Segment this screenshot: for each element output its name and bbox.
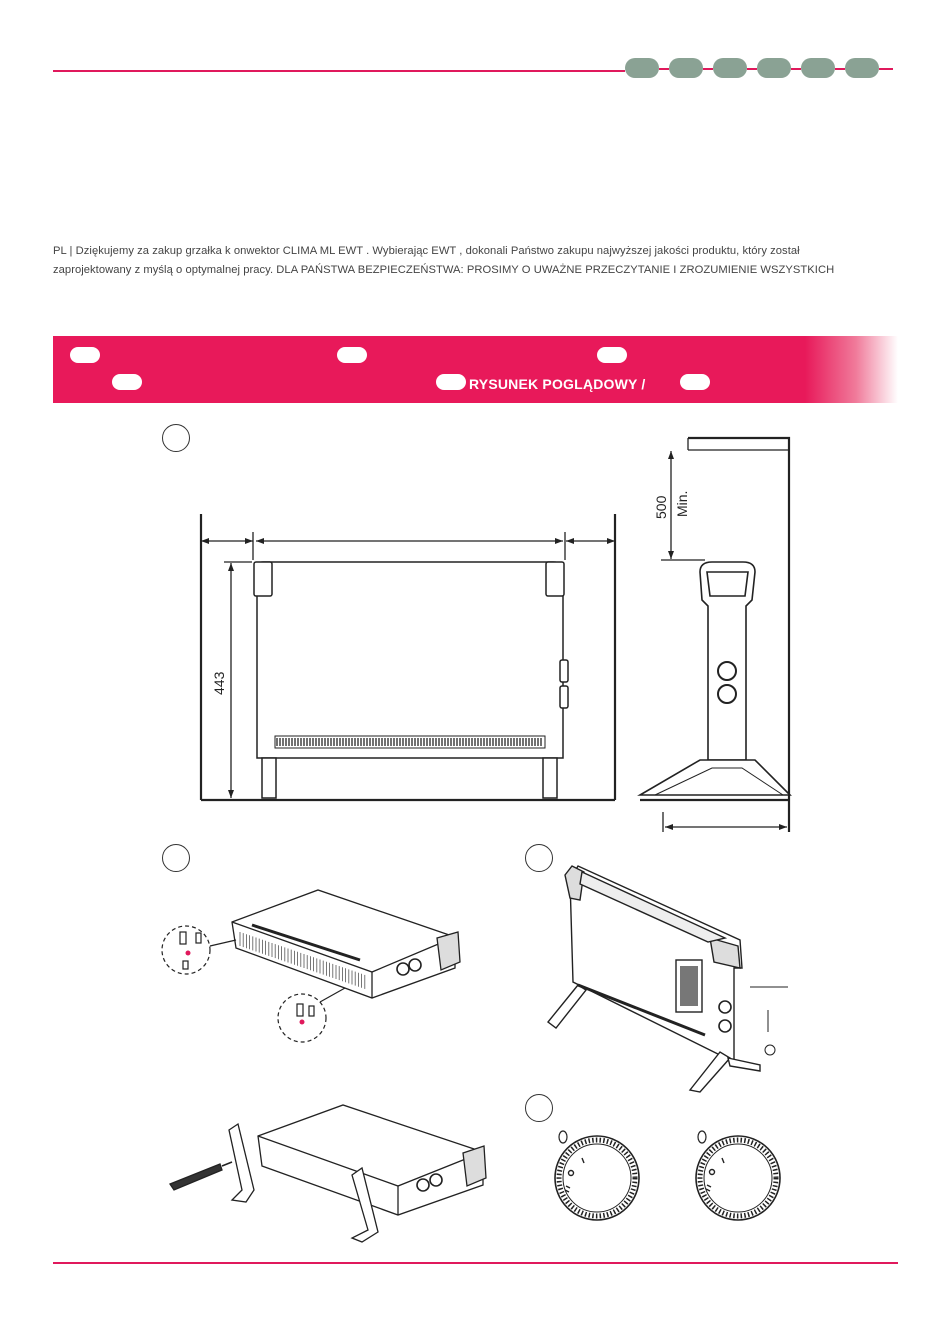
- banner-title: RYSUNEK POGLĄDOWY /: [469, 376, 646, 392]
- dimension-height-label: 443: [211, 671, 227, 695]
- footer-rule: [53, 1262, 898, 1264]
- dimension-clearance-label: 500: [653, 495, 669, 519]
- dimension-min-label: Min.: [674, 490, 690, 517]
- intro-line-2: zaprojektowany z myślą o optymalnej pracy. DLA PAŃSTWA BEZPIECZEŃSTWA: PROSIMY O UWAŻNE PRZECZYTANIE I ZROZUMIENIE WSZYSTKICH: [53, 264, 835, 276]
- intro-line-1: PL | Dziękujemy za zakup grzałka k onwektor CLIMA ML EWT . Wybierając EWT , dokonali Państwo zakupu najwyższej jakości produktu, który został: [53, 245, 800, 257]
